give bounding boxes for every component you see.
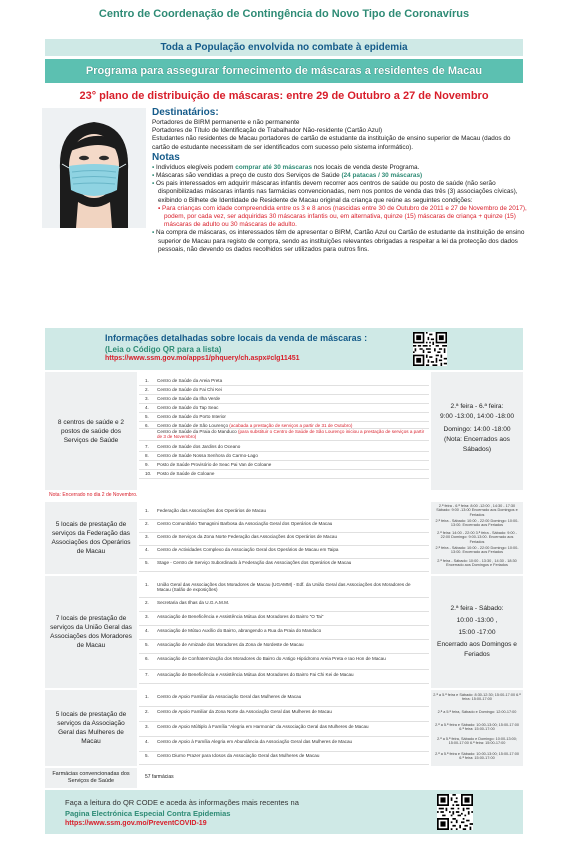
footer-qr-code-icon[interactable] (437, 794, 473, 830)
read-qr-hint: (Leia o Código QR para a lista) (105, 345, 222, 354)
item-number: 5. (145, 642, 149, 647)
item-number: 6. (145, 656, 149, 661)
residents-union-group (45, 576, 523, 688)
item-number: 4. (145, 405, 149, 410)
item-text: Secretaria das Ilhas da U.G.A.M.M. (157, 600, 230, 605)
notes-title: Notas (152, 151, 180, 163)
hours-afternoon: 15:00 -17:00 (458, 629, 496, 636)
item-text (157, 429, 425, 440)
sales-locations-title: Informações detalhadas sobre locais da venda de máscaras : (105, 333, 368, 343)
item-text: Centro de Apoio Múltiplo à Família "Alegria em Harmonia" da Associação Geral das Mulheres de Macau (157, 724, 369, 729)
list-item (139, 628, 429, 640)
recipients-line-3: Estudantes não residentes de Macau portadores de cartão de estudante da instituição de ensino superior de Macau (dados do cartão de estudante necessitam de ser identificados com sucesso pelo sistema informático). (152, 135, 511, 151)
item-number: 7. (145, 444, 149, 449)
item-text: Associação de Beneficência e Assistência Mútua dos Moradores do Bairro Fai Chi Kei de Macau (157, 672, 354, 677)
list-item (139, 534, 429, 546)
hours-entry: 2.ª feira - Sábado: 10:00 - 22:00 Domingo: 10:00-13:00. Encerrado aos Feriados (435, 519, 519, 528)
hours-entry: 2.ª feira - Sábado: 10:00 - 13:30 , 14:30 - 18:30 Encerrado aos Domingos e Feriados (437, 559, 517, 568)
sales-locations-url[interactable]: https://www.ssm.gov.mo/apps1/phquery/ch.aspx#clg11451 (105, 355, 300, 362)
item-text: Centro de Saúde do Porto Interior (157, 414, 226, 419)
item-number: 6. (145, 423, 149, 428)
note-1-highlight: comprar até 30 máscaras (235, 163, 313, 171)
hours-sunday: Domingo: 14:00 -18:00 (443, 426, 511, 433)
list-item (139, 387, 429, 395)
item-label: Centro de Saúde da Praia do Manduco (157, 429, 237, 434)
hours-entry: 2.ª feira - Sábado: 10:00 - 22:00 Domingo: 10:00-13:00. Encerrado aos Feriados (435, 546, 519, 555)
programme-band: Programa para assegurar fornecimento de máscaras a residentes de Macau (45, 59, 523, 83)
pharmacies-count: 57 farmácias (139, 768, 523, 788)
list-item (139, 709, 429, 722)
item-text: União Geral das Associações dos Moradores de Macau (UGAMM) - Edf. da União Geral das Associações dos Moradores de Macau (Salão de exposições) (157, 582, 411, 593)
footer-line-1: Faça a leitura do QR CODE e aceda às informações mais recentes na (65, 798, 299, 807)
item-number: 1. (145, 378, 149, 383)
list-item (139, 614, 429, 626)
footer-band (45, 790, 523, 834)
distribution-plan-title: 23° plano de distribuição de máscaras: entre 29 de Outubro a 27 de Novembro (79, 90, 489, 102)
list-item (139, 582, 429, 598)
item-text: Associação de Beneficência e Assistência Mútua dos Moradores do Bairro “O Tai” (157, 614, 324, 619)
item-text: Posto de Saúde de Coloane (157, 471, 215, 476)
hours-entry: 2.ª a 5.ª feira, Sábado e Domingo: 10:00-13:00; 15:00-17:00 6.ª feira: 15:00-17:00 (437, 737, 517, 746)
item-number: 3. (145, 534, 149, 539)
item-number: 7. (145, 672, 149, 677)
item-text: Associação de Mútuo Auxílio do Bairro, abrangendo a Rua da Praia do Manduco (157, 628, 322, 633)
item-number: 1. (145, 508, 149, 513)
pharmacies-row (45, 768, 523, 788)
item-text (157, 423, 425, 428)
item-text: Centro de Serviços da Zona Norte Federação das Associações dos Operários de Macau (157, 534, 338, 539)
list-item (139, 444, 429, 452)
list-item (139, 600, 429, 612)
info-text-block (152, 107, 528, 254)
hours-saturday-note: (Nota: Encerrados aos Sábados) (444, 436, 510, 453)
hours-morning: 10:00 -13:00 , (456, 617, 498, 624)
item-text: Centro de Saúde do Fai Chi Kei (157, 387, 222, 392)
note-bullet-2 (152, 172, 528, 180)
item-text: Centro Diurno Prazer para Idosos da Associação Geral das Mulheres de Macau (157, 753, 320, 758)
hours-entry: 2.ª a 5.ª feira, Sábado e Domingo: 12:00-17:00 (437, 710, 517, 714)
item-number: 2. (145, 600, 149, 605)
item-number: 1. (145, 582, 149, 587)
hours-days: 2.ª feira - Sábado: (450, 605, 504, 612)
item-text: Associação de Confraternização dos Moradores do Bairro do Antigo Hipódromo Areia Preta e Iao Hon de Macau (157, 656, 386, 661)
list-item (139, 378, 429, 386)
note-bullet-4: ▪ Na compra de máscaras, os interessados têm de apresentar o BIRM, Cartão Azul ou Cartão de estudante da instituição de ensino superior de Macau para registo de compra, sendo as instituições relevantes obrigadas a respeitar a lei da protecção dos dados pessoais, não devendo os dados recolhidos ser utilizados para outros fins. (152, 229, 528, 254)
item-number: 3. (145, 396, 149, 401)
list-item (139, 396, 429, 404)
item-number: 4. (145, 628, 149, 633)
list-item (139, 694, 429, 707)
masked-woman-illustration (42, 108, 146, 228)
womens-association-label: 5 locais de prestação de serviços da Associação Geral das Mulheres de Macau (45, 690, 137, 766)
list-item (139, 547, 429, 559)
item-text: Centro de Saúde da Areia Preta (157, 378, 223, 383)
health-centres-label: 8 centros de saúde e 2 postos de saúde dos Serviços de Saúde (45, 372, 137, 490)
sales-locations-band (45, 328, 523, 370)
list-item (139, 753, 429, 765)
list-item (139, 724, 429, 737)
health-centres-hours (431, 372, 523, 490)
coordination-centre-title: Centro de Coordenação de Contingência do Novo Tipo de Coronavírus (98, 8, 470, 20)
item-number: 3. (145, 614, 149, 619)
item-text: Federação das Associações dos Operários de Macau (157, 508, 267, 513)
item-text: Centro de Actividades Complexo da Associação Geral dos Operários de Macau em Taipa (157, 547, 339, 552)
item-red-note: (para substituir o Centro de Saúde de São Lourenço iniciou a prestação de serviços a partir de 3 de Novembro) (157, 429, 425, 440)
hours-closed-note: Encerrado aos Domingos e Feriados (437, 641, 517, 658)
womens-association-list (139, 690, 429, 766)
workers-federation-group (45, 502, 523, 574)
list-item (139, 462, 429, 470)
qr-code-icon[interactable] (413, 332, 447, 366)
item-text: Associação de Amizade dos Moradores da Zona de Nordeste de Macau (157, 642, 304, 647)
hours-entry: 2.ª feira: 14:00 - 22:00 3.ª feira - Sábado: 9:00 - 22:00 Domingo: 9:00-13:00. Encerrado aos Feriados (437, 531, 517, 544)
item-number: 10. (145, 471, 152, 476)
item-text: Centro de Saúde Nossa Senhora do Carmo-Lago (157, 453, 258, 458)
list-item (139, 429, 429, 441)
hours-entry: 2.ª feira - 6.ª feira: 8:00 -12:00 , 14:30 - 17:30 Sábado: 9:00 -13:00 Encerrado aos Domingos e Feriados (436, 504, 518, 517)
list-item (139, 405, 429, 413)
item-text: Stage - Centro de Serviço Subordinado à Federação das Associações dos Operários de Macau (157, 560, 352, 565)
pharmacies-label: Farmácias convencionadas dos Serviços de Saúde (45, 768, 137, 788)
list-item (139, 471, 429, 479)
note-2-text: Máscaras são vendidas a preço de custo dos Serviços de Saúde (156, 172, 342, 180)
recipients-title: Destinatários: (152, 107, 219, 118)
item-text: Centro Comunitário Tamagnini Barbosa da Associação Geral dos Operários de Macau (157, 521, 333, 526)
health-centres-group (45, 372, 523, 490)
masked-woman-photo (42, 108, 146, 228)
workers-federation-hours (431, 502, 523, 574)
qr-code-pattern (413, 332, 447, 366)
item-number: 5. (145, 560, 149, 565)
item-number: 4. (145, 547, 149, 552)
hours-weekdays-value: 9:00 -13:00, 14:00 -18:00 (439, 413, 515, 420)
footer-qr-pattern (437, 794, 473, 830)
hours-weekdays-label: 2.ª feira - 6.ª feira: (450, 403, 504, 410)
note-1-text: Indivíduos elegíveis podem (156, 163, 236, 171)
hours-entry: 2.ª a 5.ª feira e Sábado: 10:00-13:00; 15:00-17:00 6.ª feira: 15:00-17:00 (435, 752, 519, 761)
recipients-line-1: Portadores de BIRM permanente e não permanente (152, 119, 300, 126)
item-text: Posto de Saúde Provisório de Seac Pai Van de Coloane (157, 462, 272, 467)
list-item (139, 642, 429, 654)
womens-association-group (45, 690, 523, 766)
closed-note: Nota: Encerrado no dia 2 de Novembro. (49, 492, 138, 498)
list-item (139, 508, 429, 520)
health-centres-list (139, 372, 429, 490)
note-2-highlight: (24 patacas / 30 máscaras) (341, 172, 423, 180)
residents-union-label: 7 locais de prestação de serviços da União Geral das Associações dos Moradores de Macau (45, 576, 137, 688)
item-number: 1. (145, 694, 149, 699)
workers-federation-list (139, 502, 429, 574)
list-item (139, 672, 429, 684)
womens-association-hours (431, 690, 523, 766)
item-number: 5. (145, 414, 149, 419)
list-item (139, 414, 429, 422)
item-number: 8. (145, 453, 149, 458)
workers-federation-label: 5 locais de prestação de serviços da Federação das Associações dos Operários de Macau (45, 502, 137, 574)
item-number: 2. (145, 521, 149, 526)
item-number: 5. (145, 753, 149, 758)
item-text: Centro de Saúde da Ilha Verde (157, 396, 221, 401)
note-1-text-end: nos locais de venda deste Programa. (312, 163, 420, 171)
list-item (139, 560, 429, 572)
list-item (139, 739, 429, 752)
item-label: Centro de Saúde de São Lourenço (157, 423, 229, 428)
note-bullet-3: ▪ Os pais interessados em adquirir máscaras infantis devem recorrer aos centros de saúde ou posto de saúde (não serão disponibilizadas máscaras infantis nas farmácias convencionadas, nem nos pontos de venda das três (3) associações cívicas), exibindo o Bilhete de Identidade de Residente de Macau original da criança que reúne as seguintes condições: (152, 180, 528, 205)
item-text: Centro de Saúde dos Jardins do Oceano (157, 444, 241, 449)
recipients-line-2: Portadores de Título de Identificação de Trabalhador Não-residente (Cartão Azul) (152, 127, 383, 135)
item-number: 9. (145, 462, 149, 467)
list-item (139, 656, 429, 670)
item-number: 2. (145, 709, 149, 714)
item-number: 4. (145, 739, 149, 744)
residents-union-hours (431, 576, 523, 688)
footer-line-2: Pagina Electrónica Especial Contra Epidemias (65, 809, 231, 818)
item-text: Centro de Apoio à Família Alegria em Abundância da Associação Geral das Mulheres de Macau (157, 739, 353, 744)
item-number: 3. (145, 724, 149, 729)
item-text: Centro de Saúde do Tap Seac (157, 405, 219, 410)
hours-entry: 2.ª a 5.ª feira e Sábado: 8:30-12:30; 15:00-17:00 6.ª feira: 15:00-17:00 (433, 693, 521, 702)
list-item (139, 453, 429, 461)
list-item (139, 521, 429, 533)
population-band: Toda a População envolvida no combate à epidemia (45, 39, 523, 56)
item-number: 2. (145, 387, 149, 392)
item-text: Centro de Apoio Familiar da Associação Geral das Mulheres de Macau (157, 694, 302, 699)
note-bullet-3-sub: ▪ Para crianças com idade compreendida entre os 3 e 8 anos (nascidas entre 30 de Outubro de 2011 e 27 de Novembro de 2017), podem, por cada vez, ser adquiridas 30 máscaras infantis ou, em alternativa, quinze (15) máscaras de criança + quinze (15) máscaras de adulto ou 30 máscaras de adulto. (152, 205, 528, 230)
note-bullet-1 (152, 164, 528, 172)
hours-entry: 2.ª a 5.ª feira e Sábado: 10:00-13:00; 15:00-17:00 6.ª feira: 15:00-17:00 (435, 723, 519, 732)
residents-union-list (139, 576, 429, 688)
footer-url[interactable]: https://www.ssm.gov.mo/PreventCOVID-19 (65, 820, 207, 827)
item-text: Centro de Apoio Familiar da Zona Norte da Associação Geral das Mulheres de Macau (157, 709, 332, 714)
item-red-note: (acabada a prestação de serviços a partir de 31 de Outubro) (229, 423, 353, 428)
